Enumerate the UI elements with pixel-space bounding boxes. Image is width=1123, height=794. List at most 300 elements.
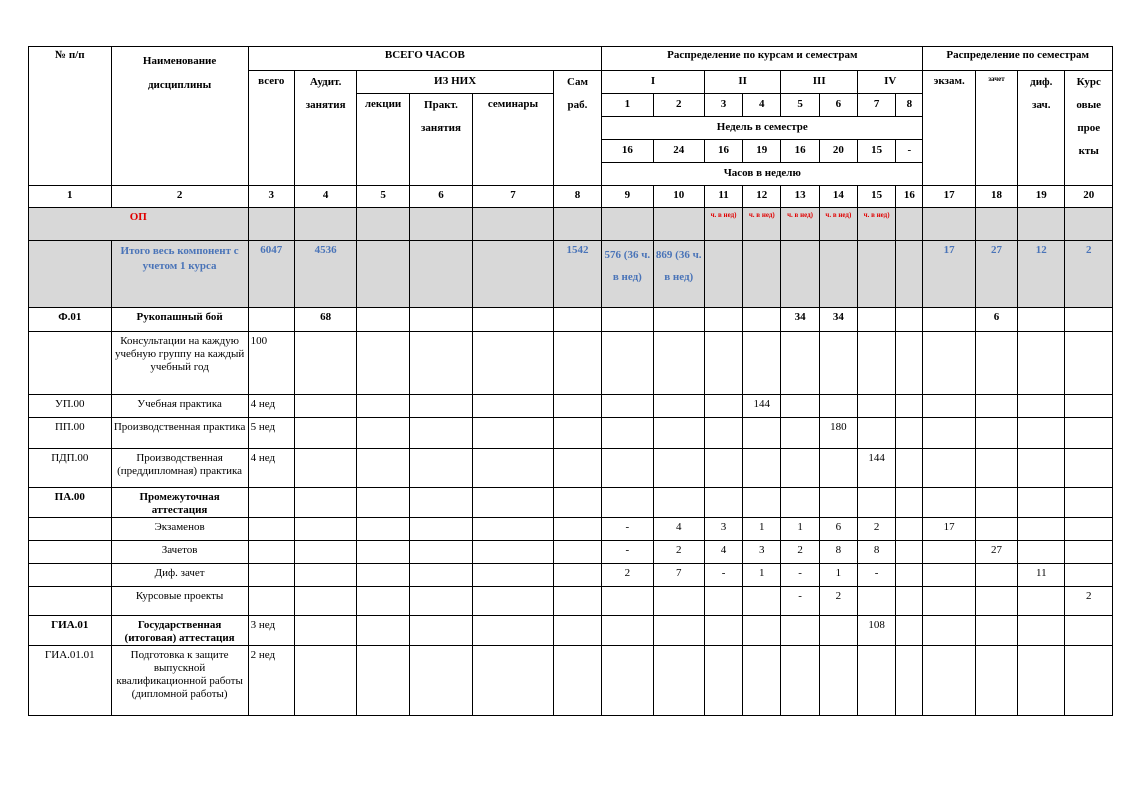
header-seminars: семинары (473, 94, 554, 186)
row-cell-c4 (294, 616, 356, 646)
col-num-8: 8 (553, 186, 601, 208)
row-cell-c18 (975, 418, 1017, 449)
row-cell-c3 (248, 488, 294, 518)
row-cell-c17 (923, 395, 975, 418)
col-num-2: 2 (111, 186, 248, 208)
header-exam: экзам. (923, 71, 975, 186)
op-cell-empty (1018, 208, 1065, 241)
table-row (29, 418, 1113, 449)
row-cell-c19 (1018, 449, 1065, 488)
row-cell-c20 (1065, 332, 1113, 395)
col-num-1: 1 (29, 186, 112, 208)
row-cell-c4 (294, 646, 356, 716)
row-cell-c16 (896, 587, 923, 616)
table-row (29, 332, 1113, 395)
col-num-4: 4 (294, 186, 356, 208)
row-name: Экзаменов (111, 518, 248, 541)
op-cell-empty (896, 208, 923, 241)
row-code: Ф.01 (29, 308, 112, 332)
header-lectures: лекции (357, 94, 409, 186)
row-cell-c12 (743, 418, 781, 449)
row-cell-empty (409, 418, 472, 449)
row-cell-c15: - (857, 564, 895, 587)
row-cell-c4 (294, 541, 356, 564)
row-cell-c10: 7 (653, 564, 704, 587)
header-audit: Аудит. занятия (294, 71, 356, 186)
row-cell-c13: - (781, 564, 819, 587)
row-cell-c18 (975, 646, 1017, 716)
op-row (29, 208, 1113, 241)
col-num-19: 19 (1018, 186, 1065, 208)
header-self: Сам раб. (553, 71, 601, 186)
row-cell-c18 (975, 616, 1017, 646)
op-cell-empty (553, 208, 601, 241)
row-cell-c4 (294, 395, 356, 418)
row-cell-c9 (602, 418, 653, 449)
row-cell-c13: 1 (781, 518, 819, 541)
row-code: ГИА.01.01 (29, 646, 112, 716)
row-cell-c20 (1065, 518, 1113, 541)
row-cell-c3: 3 нед (248, 616, 294, 646)
row-cell-c17 (923, 332, 975, 395)
itogo-cell-empty (409, 241, 472, 308)
table-row (29, 587, 1113, 616)
header-vsego: всего (248, 71, 294, 186)
row-cell-c16 (896, 646, 923, 716)
row-cell-c11: 3 (704, 518, 742, 541)
row-cell-c14: 8 (819, 541, 857, 564)
weeks-sem-5: 16 (781, 140, 819, 163)
row-cell-empty (357, 308, 409, 332)
row-cell-c3 (248, 587, 294, 616)
row-cell-c10 (653, 418, 704, 449)
row-cell-c19 (1018, 587, 1065, 616)
row-cell-c3 (248, 541, 294, 564)
table-row (29, 395, 1113, 418)
row-cell-c4 (294, 449, 356, 488)
row-cell-empty (553, 616, 601, 646)
op-per-week-sem-7: ч. в нед) (857, 208, 895, 241)
row-cell-c10 (653, 449, 704, 488)
row-cell-c17 (923, 308, 975, 332)
row-cell-empty (409, 332, 472, 395)
row-cell-c19 (1018, 541, 1065, 564)
row-cell-c10 (653, 332, 704, 395)
header-name: Наименование дисциплины (111, 47, 248, 186)
row-code: ПА.00 (29, 488, 112, 518)
weeks-sem-2: 24 (653, 140, 704, 163)
itogo-cell-empty (857, 241, 895, 308)
row-cell-c11 (704, 395, 742, 418)
row-cell-c16 (896, 418, 923, 449)
row-cell-c16 (896, 395, 923, 418)
row-cell-c17 (923, 418, 975, 449)
row-cell-c15 (857, 488, 895, 518)
row-cell-c20 (1065, 308, 1113, 332)
header-sem-8: 8 (896, 94, 923, 117)
row-cell-empty (473, 646, 554, 716)
row-cell-c10: 4 (653, 518, 704, 541)
row-cell-c18 (975, 518, 1017, 541)
row-cell-empty (553, 395, 601, 418)
row-cell-c15: 8 (857, 541, 895, 564)
row-cell-c18 (975, 587, 1017, 616)
header-sem-3: 3 (704, 94, 742, 117)
row-cell-c19 (1018, 488, 1065, 518)
row-code: ГИА.01 (29, 616, 112, 646)
row-cell-c13 (781, 418, 819, 449)
row-cell-empty (553, 646, 601, 716)
header-weeks-label: Недель в семестре (602, 117, 923, 140)
row-cell-c3 (248, 518, 294, 541)
op-per-week-sem-3: ч. в нед) (704, 208, 742, 241)
row-cell-c11 (704, 646, 742, 716)
row-name: Консультации на каждую учебную группу на каждый учебный год (111, 332, 248, 395)
header-sem-6: 6 (819, 94, 857, 117)
row-cell-c17 (923, 449, 975, 488)
row-cell-c9 (602, 449, 653, 488)
row-cell-empty (357, 418, 409, 449)
row-cell-c19: 11 (1018, 564, 1065, 587)
row-cell-c10 (653, 395, 704, 418)
row-cell-empty (409, 518, 472, 541)
header-course-1: I (602, 71, 705, 94)
weeks-sem-6: 20 (819, 140, 857, 163)
row-cell-empty (409, 587, 472, 616)
row-code (29, 518, 112, 541)
curriculum-table-wrapper (28, 46, 1113, 716)
itogo-zachet: 27 (975, 241, 1017, 308)
row-cell-c14: 180 (819, 418, 857, 449)
row-cell-c3: 4 нед (248, 449, 294, 488)
row-code (29, 332, 112, 395)
op-cell-empty (602, 208, 653, 241)
row-cell-c9: - (602, 541, 653, 564)
row-cell-c18 (975, 488, 1017, 518)
row-cell-c9 (602, 395, 653, 418)
table-row (29, 616, 1113, 646)
row-cell-empty (409, 449, 472, 488)
weeks-sem-7: 15 (857, 140, 895, 163)
row-cell-c14 (819, 646, 857, 716)
row-cell-c19 (1018, 308, 1065, 332)
col-num-6: 6 (409, 186, 472, 208)
row-cell-empty (357, 646, 409, 716)
op-cell-empty (653, 208, 704, 241)
row-cell-c20 (1065, 488, 1113, 518)
row-cell-empty (357, 332, 409, 395)
row-name: Государственная (итоговая) аттестация (111, 616, 248, 646)
row-cell-c11 (704, 418, 742, 449)
row-cell-empty (553, 449, 601, 488)
header-course-4: IV (857, 71, 922, 94)
row-cell-c18: 27 (975, 541, 1017, 564)
row-cell-c19 (1018, 332, 1065, 395)
weeks-sem-8: - (896, 140, 923, 163)
row-cell-c12: 1 (743, 518, 781, 541)
row-cell-empty (553, 308, 601, 332)
row-cell-c19 (1018, 646, 1065, 716)
col-num-13: 13 (781, 186, 819, 208)
row-name: Производственная практика (111, 418, 248, 449)
row-cell-c15 (857, 332, 895, 395)
row-cell-c14 (819, 332, 857, 395)
header-practical: Практ. занятия (409, 94, 472, 186)
col-num-5: 5 (357, 186, 409, 208)
itogo-cell-empty (743, 241, 781, 308)
row-code (29, 587, 112, 616)
row-cell-c3: 2 нед (248, 646, 294, 716)
row-cell-c14 (819, 488, 857, 518)
row-cell-c4 (294, 418, 356, 449)
row-cell-c17 (923, 587, 975, 616)
op-cell-empty (409, 208, 472, 241)
row-cell-c12: 144 (743, 395, 781, 418)
op-cell-empty (473, 208, 554, 241)
row-cell-c20 (1065, 418, 1113, 449)
row-cell-c4 (294, 564, 356, 587)
row-cell-empty (357, 518, 409, 541)
col-num-10: 10 (653, 186, 704, 208)
row-cell-c16 (896, 449, 923, 488)
row-cell-c15 (857, 395, 895, 418)
row-cell-empty (553, 587, 601, 616)
row-cell-c4 (294, 332, 356, 395)
col-num-17: 17 (923, 186, 975, 208)
row-cell-empty (409, 488, 472, 518)
row-cell-c16 (896, 518, 923, 541)
itogo-self: 1542 (553, 241, 601, 308)
row-cell-empty (553, 488, 601, 518)
row-cell-c9 (602, 308, 653, 332)
row-cell-c13: 2 (781, 541, 819, 564)
row-cell-c17: 17 (923, 518, 975, 541)
itogo-exam: 17 (923, 241, 975, 308)
op-label: ОП (29, 208, 249, 241)
op-per-week-sem-4: ч. в нед) (743, 208, 781, 241)
weeks-sem-4: 19 (743, 140, 781, 163)
weeks-sem-1: 16 (602, 140, 653, 163)
row-cell-empty (473, 564, 554, 587)
row-cell-c16 (896, 308, 923, 332)
row-cell-c11 (704, 488, 742, 518)
itogo-row (29, 241, 1113, 308)
row-cell-c13 (781, 395, 819, 418)
table-row (29, 308, 1113, 332)
row-cell-c17 (923, 646, 975, 716)
row-cell-empty (473, 308, 554, 332)
row-cell-empty (473, 616, 554, 646)
row-name: Рукопашный бой (111, 308, 248, 332)
row-cell-c10 (653, 616, 704, 646)
row-cell-c18 (975, 332, 1017, 395)
row-cell-c19 (1018, 418, 1065, 449)
op-per-week-sem-5: ч. в нед) (781, 208, 819, 241)
header-zachet: зачет (975, 71, 1017, 186)
row-cell-empty (553, 541, 601, 564)
row-cell-empty (473, 418, 554, 449)
row-cell-c9 (602, 587, 653, 616)
header-kurs: Курс овые прое кты (1065, 71, 1113, 186)
row-cell-c13: - (781, 587, 819, 616)
col-num-20: 20 (1065, 186, 1113, 208)
itogo-cell-empty (704, 241, 742, 308)
itogo-cell-empty (29, 241, 112, 308)
row-name: Подготовка к защите выпускной квалификационной работы (дипломной работы) (111, 646, 248, 716)
row-cell-c20 (1065, 646, 1113, 716)
op-cell-empty (923, 208, 975, 241)
row-name: Зачетов (111, 541, 248, 564)
column-number-row (29, 186, 1113, 208)
row-cell-empty (553, 564, 601, 587)
row-cell-empty (553, 518, 601, 541)
row-cell-c10 (653, 646, 704, 716)
header-iz-nih: ИЗ НИХ (357, 71, 553, 94)
row-cell-c3: 5 нед (248, 418, 294, 449)
row-cell-c14: 6 (819, 518, 857, 541)
row-cell-c12 (743, 488, 781, 518)
row-cell-empty (357, 449, 409, 488)
itogo-label: Итого весь компонент с учетом 1 курса (111, 241, 248, 308)
row-cell-c11: 4 (704, 541, 742, 564)
row-cell-c11: - (704, 564, 742, 587)
row-cell-empty (473, 488, 554, 518)
header-course-2: II (704, 71, 781, 94)
row-cell-c12 (743, 646, 781, 716)
header-course-3: III (781, 71, 858, 94)
row-cell-empty (357, 587, 409, 616)
row-cell-empty (473, 518, 554, 541)
row-cell-c13 (781, 646, 819, 716)
row-cell-empty (357, 541, 409, 564)
table-row (29, 564, 1113, 587)
col-num-18: 18 (975, 186, 1017, 208)
header-sem-1: 1 (602, 94, 653, 117)
row-cell-c13 (781, 449, 819, 488)
table-row (29, 541, 1113, 564)
row-code: УП.00 (29, 395, 112, 418)
row-cell-c20: 2 (1065, 587, 1113, 616)
op-per-week-sem-6: ч. в нед) (819, 208, 857, 241)
header-sem-5: 5 (781, 94, 819, 117)
row-cell-c16 (896, 488, 923, 518)
row-cell-c3: 4 нед (248, 395, 294, 418)
row-cell-c16 (896, 616, 923, 646)
row-cell-c13 (781, 488, 819, 518)
row-cell-c18 (975, 395, 1017, 418)
row-cell-c15 (857, 418, 895, 449)
row-cell-c15 (857, 646, 895, 716)
row-cell-c11 (704, 332, 742, 395)
row-cell-empty (553, 332, 601, 395)
row-name: Промежуточная аттестация (111, 488, 248, 518)
table-row (29, 518, 1113, 541)
row-cell-c13 (781, 616, 819, 646)
table-row (29, 449, 1113, 488)
row-cell-c3 (248, 564, 294, 587)
weeks-sem-3: 16 (704, 140, 742, 163)
row-cell-c20 (1065, 616, 1113, 646)
row-cell-c17 (923, 488, 975, 518)
row-cell-c9 (602, 646, 653, 716)
row-code (29, 541, 112, 564)
row-cell-c15: 2 (857, 518, 895, 541)
row-cell-c19 (1018, 518, 1065, 541)
itogo-cell-empty (896, 241, 923, 308)
row-code: ПП.00 (29, 418, 112, 449)
row-cell-c17 (923, 541, 975, 564)
col-num-15: 15 (857, 186, 895, 208)
row-cell-c20 (1065, 541, 1113, 564)
itogo-cell-empty (473, 241, 554, 308)
row-cell-empty (409, 564, 472, 587)
row-cell-c19 (1018, 395, 1065, 418)
row-cell-c11 (704, 449, 742, 488)
header-sem-7: 7 (857, 94, 895, 117)
row-cell-c20 (1065, 564, 1113, 587)
row-cell-c10 (653, 587, 704, 616)
row-cell-empty (473, 395, 554, 418)
row-cell-empty (473, 449, 554, 488)
row-cell-c13: 34 (781, 308, 819, 332)
row-cell-c12: 1 (743, 564, 781, 587)
row-cell-c9 (602, 616, 653, 646)
header-num: № п/п (29, 47, 112, 186)
itogo-vsego: 6047 (248, 241, 294, 308)
row-cell-c10: 2 (653, 541, 704, 564)
itogo-cell-empty (781, 241, 819, 308)
header-sem-2: 2 (653, 94, 704, 117)
row-cell-c14: 34 (819, 308, 857, 332)
row-cell-c13 (781, 332, 819, 395)
row-cell-c16 (896, 564, 923, 587)
row-cell-c9 (602, 332, 653, 395)
row-cell-c4 (294, 587, 356, 616)
row-cell-c20 (1065, 395, 1113, 418)
row-cell-c15: 108 (857, 616, 895, 646)
row-cell-c11 (704, 616, 742, 646)
row-cell-c12 (743, 308, 781, 332)
row-cell-c4 (294, 488, 356, 518)
row-cell-c17 (923, 616, 975, 646)
row-cell-c16 (896, 541, 923, 564)
row-cell-empty (357, 564, 409, 587)
row-cell-c14 (819, 449, 857, 488)
row-code: ПДП.00 (29, 449, 112, 488)
row-cell-c15 (857, 308, 895, 332)
row-cell-c9: 2 (602, 564, 653, 587)
row-cell-c12 (743, 616, 781, 646)
row-cell-empty (553, 418, 601, 449)
row-cell-empty (357, 488, 409, 518)
col-num-11: 11 (704, 186, 742, 208)
col-num-16: 16 (896, 186, 923, 208)
itogo-sem-2: 869 (36 ч. в нед) (653, 241, 704, 308)
discipline-rows (29, 308, 1113, 716)
row-cell-empty (409, 646, 472, 716)
itogo-sem-1: 576 (36 ч. в нед) (602, 241, 653, 308)
row-cell-c9 (602, 488, 653, 518)
header-sem-4: 4 (743, 94, 781, 117)
row-cell-c3 (248, 308, 294, 332)
row-cell-c12 (743, 587, 781, 616)
row-cell-c14 (819, 395, 857, 418)
row-cell-c14 (819, 616, 857, 646)
row-cell-c15 (857, 587, 895, 616)
row-cell-c14: 1 (819, 564, 857, 587)
row-cell-c19 (1018, 616, 1065, 646)
op-cell-empty (975, 208, 1017, 241)
